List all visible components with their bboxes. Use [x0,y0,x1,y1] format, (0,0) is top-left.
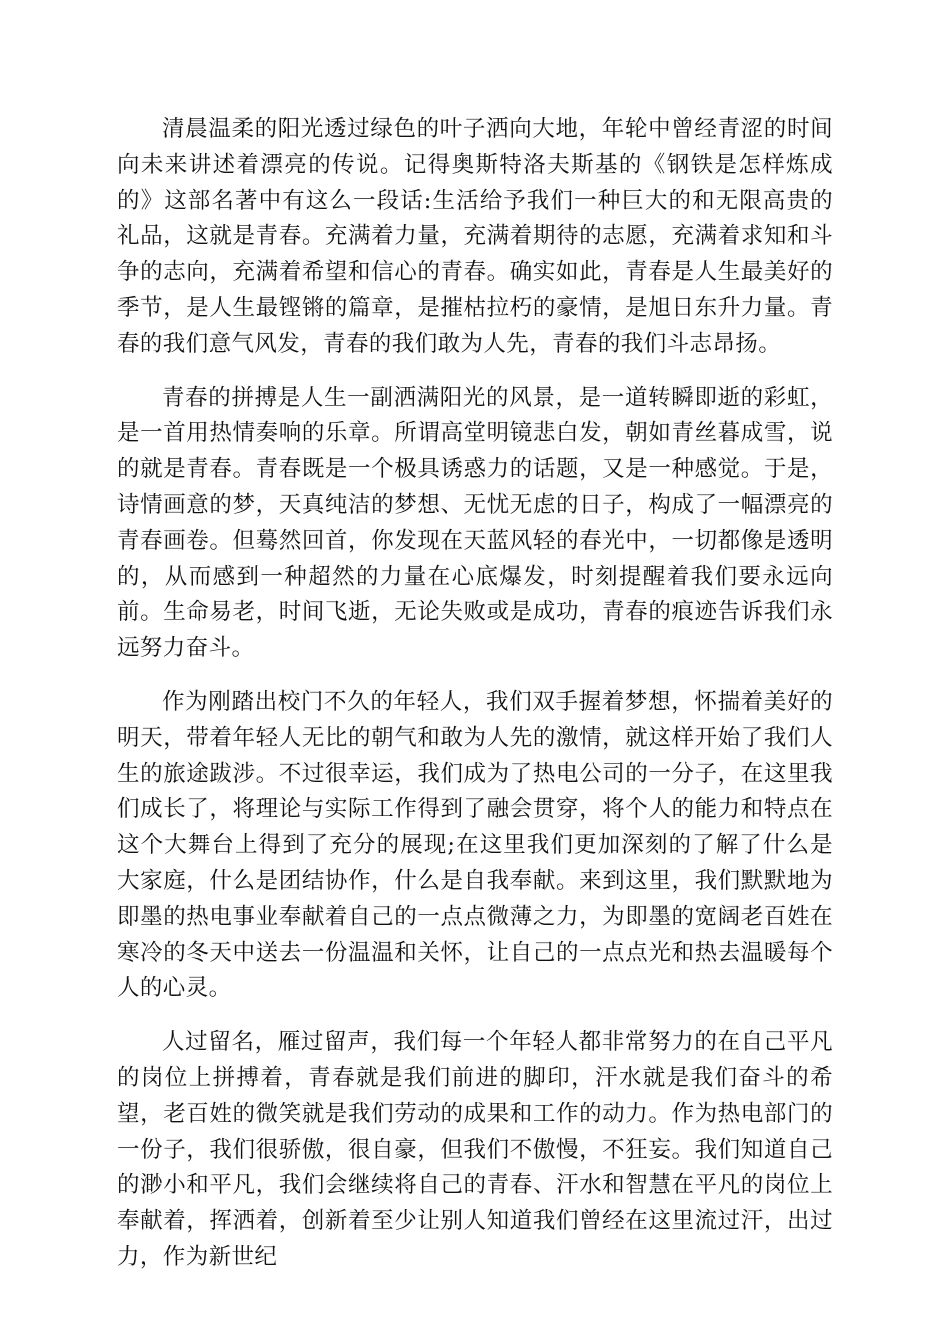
document-page [117,112,833,1294]
paragraph-1: 清晨温柔的阳光透过绿色的叶子洒向大地，年轮中曾经青涩的时间向未来讲述着漂亮的传说。记得奥斯特洛夫斯基的《钢铁是怎样炼成的》这部名著中有这么一段话:生活给予我们一种巨大的和无限高贵的礼品，这就是青春。充满着力量，充满着期待的志愿，充满着求知和斗争的志向，充满着希望和信心的青春。确实如此，青春是人生最美好的季节，是人生最铿锵的篇章，是摧枯拉朽的豪情，是旭日东升力量。青春的我们意气风发，青春的我们敢为人先，青春的我们斗志昂扬。 [117,116,833,357]
paragraph-2: 青春的拼搏是人生一副洒满阳光的风景，是一道转瞬即逝的彩虹，是一首用热情奏响的乐章。所谓高堂明镜悲白发，朝如青丝暮成雪，说的就是青春。青春既是一个极具诱惑力的话题，又是一种感觉。于是，诗情画意的梦，天真纯洁的梦想、无忧无虑的日子，构成了一幅漂亮的青春画卷。但蓦然回首，你发现在天蓝风轻的春光中，一切都像是透明的，从而感到一种超然的力量在心底爆发，时刻提醒着我们要永远向前。生命易老，时间飞逝，无论失败或是成功，青春的痕迹告诉我们永远努力奋斗。 [117,384,833,662]
paragraph-3: 作为刚踏出校门不久的年轻人，我们双手握着梦想，怀揣着美好的明天，带着年轻人无比的朝气和敢为人先的激情，就这样开始了我们人生的旅途跋涉。不过很幸运，我们成为了热电公司的一分子，在这里我们成长了，将理论与实际工作得到了融会贯穿，将个人的能力和特点在这个大舞台上得到了充分的展现;在这里我们更加深刻的了解了什么是大家庭，什么是团结协作，什么是自我奉献。来到这里，我们默默地为即墨的热电事业奉献着自己的一点点微薄之力，为即墨的宽阔老百姓在寒冷的冬天中送去一份温温和关怀，让自己的一点点光和热去温暖每个人的心灵。 [117,688,833,1002]
paragraph-4: 人过留名，雁过留声，我们每一个年轻人都非常努力的在自己平凡的岗位上拼搏着，青春就是我们前进的脚印，汗水就是我们奋斗的希望，老百姓的微笑就是我们劳动的成果和工作的动力。作为热电部门的一份子，我们很骄傲，很自豪，但我们不傲慢，不狂妄。我们知道自己的渺小和平凡，我们会继续将自己的青春、汗水和智慧在平凡的岗位上奉献着，挥洒着，创新着至少让别人知道我们曾经在这里流过汗，出过力，作为新世纪 [117,1029,833,1270]
